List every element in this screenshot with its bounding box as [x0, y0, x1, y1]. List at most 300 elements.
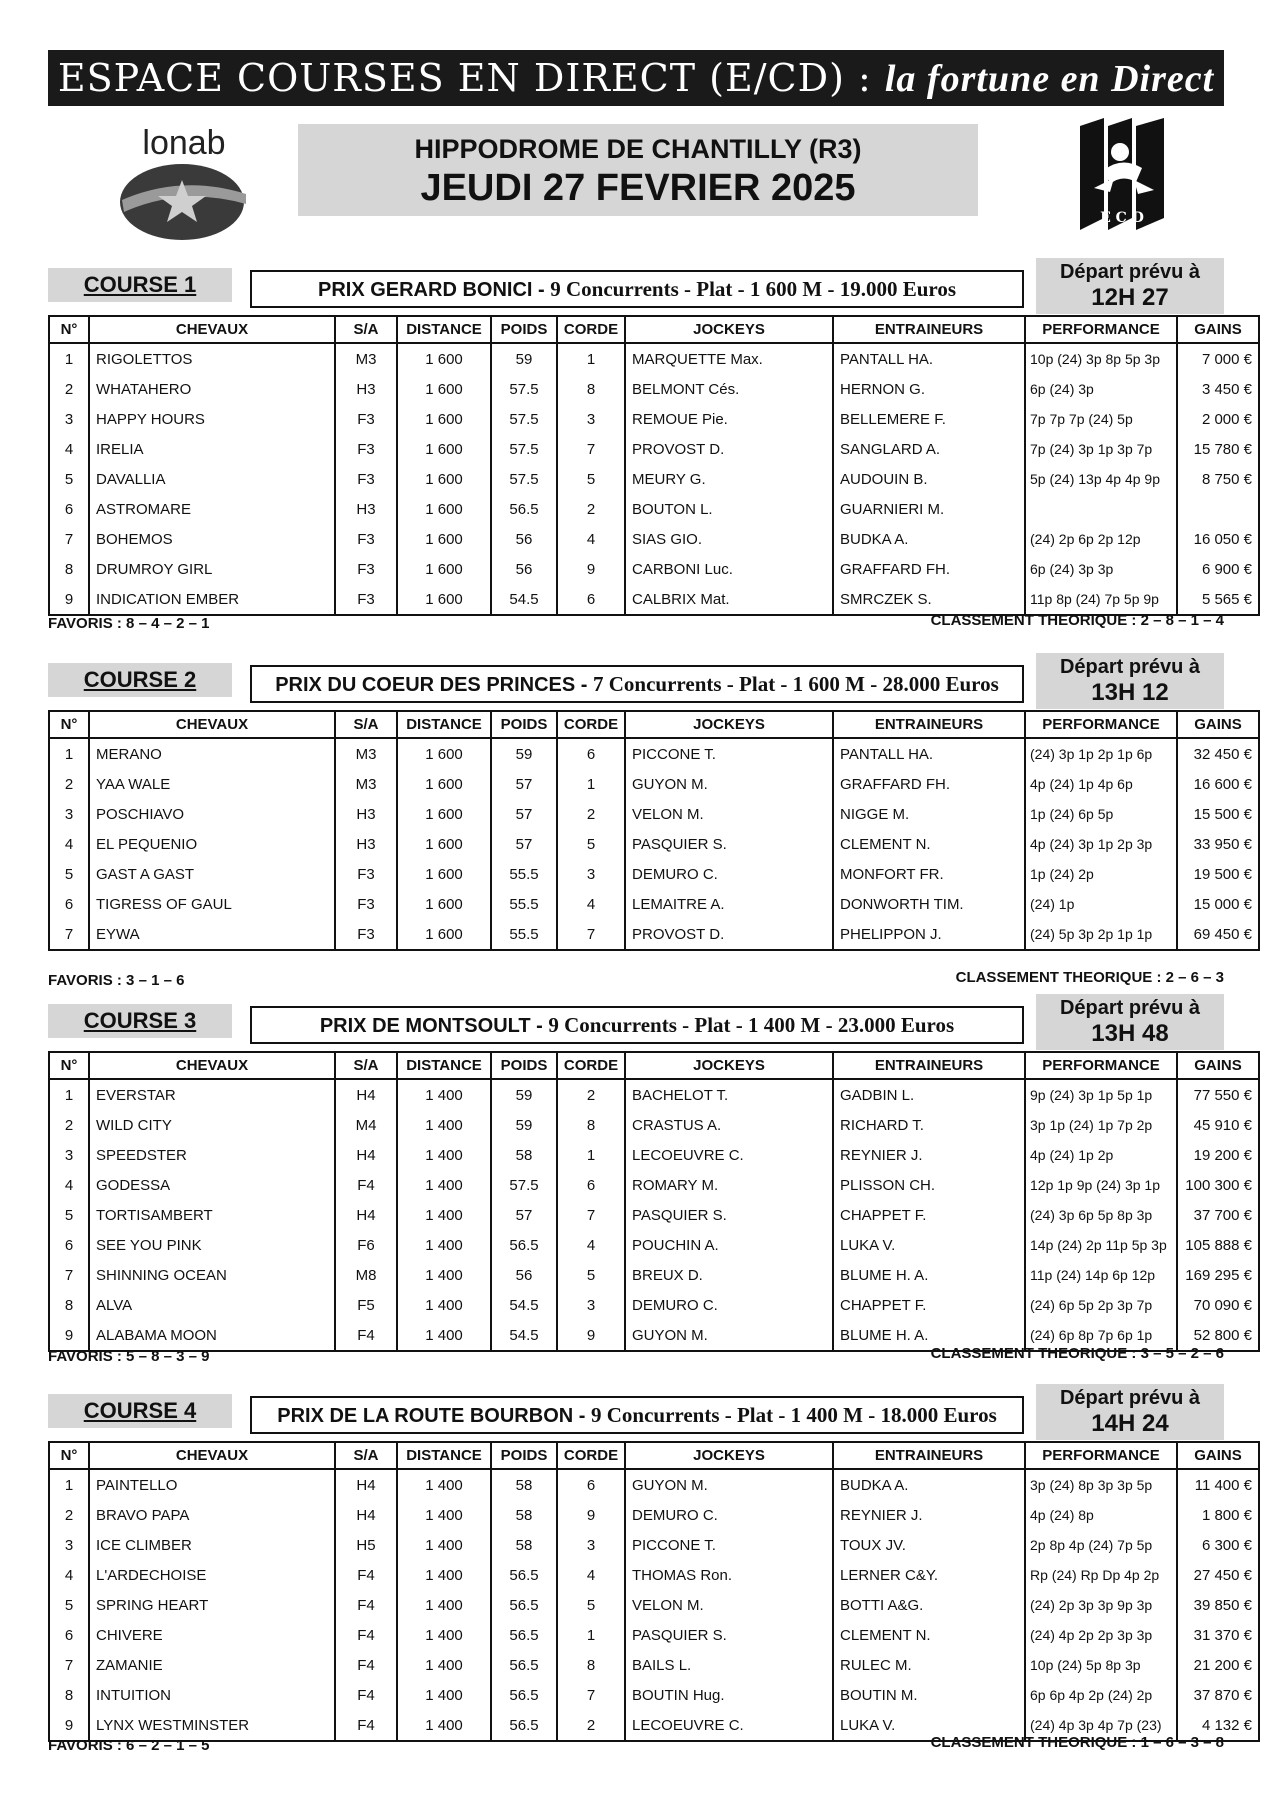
column-header: ENTRAINEURS [833, 1052, 1025, 1079]
column-header: PERFORMANCE [1025, 1442, 1177, 1469]
table-cell: (24) 6p 5p 2p 3p 7p [1025, 1290, 1177, 1320]
table-cell: 16 600 € [1177, 769, 1259, 799]
table-cell: ALVA [89, 1290, 335, 1320]
hippodrome-name: HIPPODROME DE CHANTILLY (R3) [414, 134, 862, 164]
column-header: N° [49, 1442, 89, 1469]
table-cell: 57.5 [491, 434, 557, 464]
table-cell: REYNIER J. [833, 1140, 1025, 1170]
table-row [49, 1500, 1259, 1530]
classement-text: CLASSEMENT THEORIQUE : 2 – 6 – 3 [955, 969, 1224, 986]
classement-text: CLASSEMENT THEORIQUE : 2 – 8 – 1 – 4 [930, 612, 1224, 629]
table-cell: 55.5 [491, 859, 557, 889]
table-cell: (24) 1p [1025, 889, 1177, 919]
table-cell: EVERSTAR [89, 1079, 335, 1110]
table-cell: 1 600 [397, 859, 491, 889]
table-cell: 1 400 [397, 1140, 491, 1170]
table-cell: 3 [49, 1530, 89, 1560]
prix-name: PRIX GERARD BONICI - [317, 279, 551, 301]
table-cell: M3 [335, 738, 397, 769]
table-cell: PICCONE T. [625, 738, 833, 769]
table-row [49, 859, 1259, 889]
table-cell: 69 450 € [1177, 919, 1259, 950]
table-row [49, 1620, 1259, 1650]
table-cell: 5 [49, 859, 89, 889]
table-cell: WHATAHERO [89, 374, 335, 404]
table-cell: (24) 2p 3p 3p 9p 3p [1025, 1590, 1177, 1620]
column-header: GAINS [1177, 1052, 1259, 1079]
table-cell: ASTROMARE [89, 494, 335, 524]
table-cell: F3 [335, 464, 397, 494]
table-cell: 56.5 [491, 1560, 557, 1590]
table-cell: 19 200 € [1177, 1140, 1259, 1170]
table-cell: 21 200 € [1177, 1650, 1259, 1680]
table-cell: DEMURO C. [625, 1290, 833, 1320]
table-cell: 1 600 [397, 494, 491, 524]
table-cell: 39 850 € [1177, 1590, 1259, 1620]
table-cell: POSCHIAVO [89, 799, 335, 829]
table-cell: F4 [335, 1320, 397, 1351]
prix-box [250, 665, 1024, 703]
table-cell: 2 [49, 1110, 89, 1140]
table-cell: GUYON M. [625, 1469, 833, 1500]
table-cell: M4 [335, 1110, 397, 1140]
table-cell: 5 565 € [1177, 584, 1259, 615]
table-cell: 58 [491, 1469, 557, 1500]
course-label [48, 268, 232, 302]
table-cell: 16 050 € [1177, 524, 1259, 554]
favoris-text: FAVORIS : 3 – 1 – 6 [48, 972, 185, 989]
prix-details: 9 Concurrents - Plat - 1 600 M - 19.000 Euros [550, 277, 957, 301]
table-cell: 15 000 € [1177, 889, 1259, 919]
table-cell: 1 400 [397, 1500, 491, 1530]
table-cell: 1 400 [397, 1320, 491, 1351]
table-cell: 1 600 [397, 404, 491, 434]
table-cell: 1 400 [397, 1680, 491, 1710]
column-header: CORDE [557, 711, 625, 738]
prix-details: 9 Concurrents - Plat - 1 400 M - 18.000 Euros [590, 1403, 997, 1427]
classement-text: CLASSEMENT THEORIQUE : 3 – 5 – 2 – 6 [930, 1345, 1224, 1362]
table-cell: 2 [557, 494, 625, 524]
table-cell: 9 [49, 584, 89, 615]
table-cell: REYNIER J. [833, 1500, 1025, 1530]
table-cell: BLUME H. A. [833, 1320, 1025, 1351]
table-cell: CRASTUS A. [625, 1110, 833, 1140]
table-cell: 8 [557, 1650, 625, 1680]
table-cell: 27 450 € [1177, 1560, 1259, 1590]
table-cell: M3 [335, 769, 397, 799]
table-cell: 6p (24) 3p 3p [1025, 554, 1177, 584]
table-header-row [49, 711, 1259, 738]
table-cell: NIGGE M. [833, 799, 1025, 829]
table-cell: BAILS L. [625, 1650, 833, 1680]
table-cell: 9 [557, 1500, 625, 1530]
column-header: POIDS [491, 1052, 557, 1079]
table-cell: 7 [49, 524, 89, 554]
table-cell: 6p 6p 4p 2p (24) 2p [1025, 1680, 1177, 1710]
table-cell: (24) 3p 6p 5p 8p 3p [1025, 1200, 1177, 1230]
table-cell: CALBRIX Mat. [625, 584, 833, 615]
table-cell: (24) 5p 3p 2p 1p 1p [1025, 919, 1177, 950]
table-cell: 1 600 [397, 434, 491, 464]
table-cell: 3 [557, 1290, 625, 1320]
table-cell: 4p (24) 1p 2p [1025, 1140, 1177, 1170]
table-cell: 59 [491, 738, 557, 769]
table-cell: PLISSON CH. [833, 1170, 1025, 1200]
table-cell: H4 [335, 1140, 397, 1170]
table-cell: PASQUIER S. [625, 829, 833, 859]
table-cell: 57.5 [491, 404, 557, 434]
table-cell: 57 [491, 769, 557, 799]
classement-text: CLASSEMENT THEORIQUE : 1 – 6 – 3 – 8 [930, 1734, 1224, 1751]
table-row [49, 738, 1259, 769]
table-cell: CHAPPET F. [833, 1200, 1025, 1230]
column-header: POIDS [491, 711, 557, 738]
table-cell: 7 [557, 434, 625, 464]
table-cell: 1 [49, 1469, 89, 1500]
table-cell: 15 780 € [1177, 434, 1259, 464]
table-cell: 1 [557, 1140, 625, 1170]
table-cell: F3 [335, 404, 397, 434]
table-cell: 1 400 [397, 1650, 491, 1680]
favoris-text: FAVORIS : 8 – 4 – 2 – 1 [48, 615, 210, 632]
table-cell: 56 [491, 524, 557, 554]
column-header: S/A [335, 1442, 397, 1469]
table-cell: 3 [557, 404, 625, 434]
lonab-logo-text: lonab [142, 124, 226, 162]
table-cell: 1 [557, 343, 625, 374]
table-row [49, 1110, 1259, 1140]
table-cell: 1 400 [397, 1200, 491, 1230]
table-cell: 7p 7p 7p (24) 5p [1025, 404, 1177, 434]
table-cell [1177, 494, 1259, 524]
table-cell: 7 [49, 1260, 89, 1290]
prix-details: 9 Concurrents - Plat - 1 400 M - 23.000 Euros [548, 1013, 955, 1037]
table-cell: 7p (24) 3p 1p 3p 7p [1025, 434, 1177, 464]
table-cell: 5 [557, 1590, 625, 1620]
course-number: COURSE 1 [83, 272, 197, 297]
table-cell: WILD CITY [89, 1110, 335, 1140]
table-cell: 32 450 € [1177, 738, 1259, 769]
table-cell: PAINTELLO [89, 1469, 335, 1500]
table-row [49, 799, 1259, 829]
column-header: CHEVAUX [89, 711, 335, 738]
prix-box [250, 1396, 1024, 1434]
banner-title: ESPACE COURSES EN DIRECT (E/CD) : [57, 56, 885, 100]
table-cell: PASQUIER S. [625, 1620, 833, 1650]
table-cell: F4 [335, 1710, 397, 1741]
table-cell: SHINNING OCEAN [89, 1260, 335, 1290]
prix-name: PRIX DE MONTSOULT - [319, 1015, 549, 1037]
table-cell: 1 800 € [1177, 1500, 1259, 1530]
table-cell: 9 [49, 1710, 89, 1741]
table-cell: (24) 6p 8p 7p 6p 1p [1025, 1320, 1177, 1351]
table-cell: 4 [557, 1230, 625, 1260]
table-cell: Rp (24) Rp Dp 4p 2p [1025, 1560, 1177, 1590]
table-row [49, 1170, 1259, 1200]
table-cell: 45 910 € [1177, 1110, 1259, 1140]
table-cell: 1 400 [397, 1620, 491, 1650]
table-cell: 2 [557, 1079, 625, 1110]
table-cell: 7 [49, 919, 89, 950]
table-cell: 1 [557, 1620, 625, 1650]
runners-table [48, 710, 1260, 951]
table-row [49, 829, 1259, 859]
table-cell: 4p (24) 8p [1025, 1500, 1177, 1530]
table-cell: SMRCZEK S. [833, 584, 1025, 615]
table-cell: F3 [335, 584, 397, 615]
table-cell: GRAFFARD FH. [833, 554, 1025, 584]
table-cell: H5 [335, 1530, 397, 1560]
table-cell: 19 500 € [1177, 859, 1259, 889]
table-cell: EYWA [89, 919, 335, 950]
course-label [48, 663, 232, 697]
table-cell: 1 600 [397, 919, 491, 950]
table-cell: PANTALL HA. [833, 738, 1025, 769]
table-cell: CLEMENT N. [833, 1620, 1025, 1650]
table-row [49, 464, 1259, 494]
prix-box [250, 1006, 1024, 1044]
column-header: JOCKEYS [625, 1052, 833, 1079]
table-cell: F3 [335, 554, 397, 584]
table-cell: BOTTI A&G. [833, 1590, 1025, 1620]
column-header: PERFORMANCE [1025, 1052, 1177, 1079]
table-cell: 6 [49, 889, 89, 919]
table-cell: DRUMROY GIRL [89, 554, 335, 584]
table-cell: THOMAS Ron. [625, 1560, 833, 1590]
table-cell: 3 [49, 1140, 89, 1170]
table-cell: 4 [49, 434, 89, 464]
table-cell: F3 [335, 434, 397, 464]
table-cell: 58 [491, 1500, 557, 1530]
column-header: N° [49, 1052, 89, 1079]
table-cell: 55.5 [491, 919, 557, 950]
runners-table [48, 1441, 1260, 1742]
table-cell: 1 600 [397, 584, 491, 615]
course-number: COURSE 3 [83, 1008, 197, 1033]
table-cell: DAVALLIA [89, 464, 335, 494]
table-cell: 2 [49, 1500, 89, 1530]
table-cell: 4p (24) 1p 4p 6p [1025, 769, 1177, 799]
table-cell: RULEC M. [833, 1650, 1025, 1680]
table-cell: DEMURO C. [625, 859, 833, 889]
depart-label: Départ prévu à [1059, 997, 1201, 1019]
table-row [49, 374, 1259, 404]
table-cell: BOUTIN Hug. [625, 1680, 833, 1710]
table-cell: H4 [335, 1469, 397, 1500]
table-row [49, 919, 1259, 950]
table-cell: LYNX WESTMINSTER [89, 1710, 335, 1741]
table-cell: GODESSA [89, 1170, 335, 1200]
table-cell: GUARNIERI M. [833, 494, 1025, 524]
table-cell: (24) 4p 2p 2p 3p 3p [1025, 1620, 1177, 1650]
lonab-logo [118, 122, 250, 244]
table-cell: 9 [49, 1320, 89, 1351]
table-cell: INDICATION EMBER [89, 584, 335, 615]
table-cell: 1 600 [397, 374, 491, 404]
table-cell: TIGRESS OF GAUL [89, 889, 335, 919]
table-cell: ICE CLIMBER [89, 1530, 335, 1560]
column-header: POIDS [491, 316, 557, 343]
table-cell: H4 [335, 1500, 397, 1530]
table-cell: 1p (24) 2p [1025, 859, 1177, 889]
table-cell: 1 600 [397, 554, 491, 584]
table-cell: 57.5 [491, 374, 557, 404]
table-cell: GUYON M. [625, 769, 833, 799]
table-cell: EL PEQUENIO [89, 829, 335, 859]
table-cell: LECOEUVRE C. [625, 1140, 833, 1170]
table-row [49, 1230, 1259, 1260]
table-cell: ROMARY M. [625, 1170, 833, 1200]
table-cell [1025, 494, 1177, 524]
table-cell: DEMURO C. [625, 1500, 833, 1530]
table-cell: 57.5 [491, 464, 557, 494]
prix-details: 7 Concurrents - Plat - 1 600 M - 28.000 Euros [593, 672, 999, 696]
column-header: CORDE [557, 1052, 625, 1079]
course-label [48, 1004, 232, 1038]
runners-table [48, 315, 1260, 616]
table-cell: F4 [335, 1620, 397, 1650]
table-cell: VELON M. [625, 1590, 833, 1620]
table-cell: 6 [557, 738, 625, 769]
title-banner [48, 50, 1224, 106]
table-row [49, 434, 1259, 464]
table-row [49, 554, 1259, 584]
table-cell: F4 [335, 1590, 397, 1620]
table-cell: SPRING HEART [89, 1590, 335, 1620]
table-cell: HERNON G. [833, 374, 1025, 404]
table-cell: LECOEUVRE C. [625, 1710, 833, 1741]
race-date: JEUDI 27 FEVRIER 2025 [420, 167, 856, 209]
table-cell: 6 [49, 1620, 89, 1650]
table-cell: 100 300 € [1177, 1170, 1259, 1200]
table-cell: L'ARDECHOISE [89, 1560, 335, 1590]
table-cell: 59 [491, 343, 557, 374]
table-cell: MERANO [89, 738, 335, 769]
depart-label: Départ prévu à [1059, 656, 1201, 678]
table-cell: 1 600 [397, 524, 491, 554]
table-cell: 1 400 [397, 1530, 491, 1560]
table-cell: 14p (24) 2p 11p 5p 3p [1025, 1230, 1177, 1260]
table-cell: MONFORT FR. [833, 859, 1025, 889]
column-header: S/A [335, 316, 397, 343]
table-cell: 11p 8p (24) 7p 5p 9p [1025, 584, 1177, 615]
table-row [49, 889, 1259, 919]
table-row [49, 1290, 1259, 1320]
table-cell: 56.5 [491, 1710, 557, 1741]
course-number: COURSE 4 [83, 1398, 197, 1423]
column-header: GAINS [1177, 1442, 1259, 1469]
table-cell: 3p (24) 8p 3p 3p 5p [1025, 1469, 1177, 1500]
table-cell: 54.5 [491, 1290, 557, 1320]
banner-tagline: la fortune en Direct [884, 58, 1215, 100]
table-cell: H3 [335, 374, 397, 404]
table-row [49, 1650, 1259, 1680]
table-cell: 9p (24) 3p 1p 5p 1p [1025, 1079, 1177, 1110]
table-cell: 1 400 [397, 1590, 491, 1620]
table-cell: GUYON M. [625, 1320, 833, 1351]
column-header: JOCKEYS [625, 711, 833, 738]
prix-box [250, 270, 1024, 308]
table-cell: 1 [49, 1079, 89, 1110]
table-cell: 56.5 [491, 1590, 557, 1620]
table-cell: 56.5 [491, 1650, 557, 1680]
table-cell: 10p (24) 5p 8p 3p [1025, 1650, 1177, 1680]
column-header: DISTANCE [397, 316, 491, 343]
table-cell: 6 300 € [1177, 1530, 1259, 1560]
table-cell: 1 400 [397, 1170, 491, 1200]
table-cell: 7 [557, 919, 625, 950]
table-cell: F3 [335, 859, 397, 889]
table-cell: PICCONE T. [625, 1530, 833, 1560]
table-cell: 5 [557, 829, 625, 859]
table-cell: PASQUIER S. [625, 1200, 833, 1230]
table-cell: 6 900 € [1177, 554, 1259, 584]
depart-time: 12H 27 [1091, 284, 1169, 311]
table-row [49, 1469, 1259, 1500]
hippodrome-header [298, 124, 978, 216]
table-cell: H4 [335, 1200, 397, 1230]
table-cell: ZAMANIE [89, 1650, 335, 1680]
table-cell: 7 [557, 1680, 625, 1710]
table-cell: 8 [49, 1290, 89, 1320]
table-cell: 56.5 [491, 1230, 557, 1260]
table-cell: SEE YOU PINK [89, 1230, 335, 1260]
table-cell: 77 550 € [1177, 1079, 1259, 1110]
table-cell: CARBONI Luc. [625, 554, 833, 584]
table-cell: 1 400 [397, 1469, 491, 1500]
table-cell: 5 [49, 464, 89, 494]
table-cell: 4 [49, 1170, 89, 1200]
course-label [48, 1394, 232, 1428]
table-cell: LERNER C&Y. [833, 1560, 1025, 1590]
table-cell: 1 400 [397, 1110, 491, 1140]
table-cell: CHAPPET F. [833, 1290, 1025, 1320]
table-cell: YAA WALE [89, 769, 335, 799]
table-cell: M8 [335, 1260, 397, 1290]
table-cell: 7 000 € [1177, 343, 1259, 374]
table-cell: 56.5 [491, 1620, 557, 1650]
table-cell: 105 888 € [1177, 1230, 1259, 1260]
table-row [49, 1590, 1259, 1620]
table-cell: BOUTON L. [625, 494, 833, 524]
table-cell: F4 [335, 1680, 397, 1710]
table-cell: 11 400 € [1177, 1469, 1259, 1500]
column-header: PERFORMANCE [1025, 316, 1177, 343]
table-cell: 56 [491, 1260, 557, 1290]
column-header: S/A [335, 1052, 397, 1079]
table-cell: 1 600 [397, 738, 491, 769]
table-cell: INTUITION [89, 1680, 335, 1710]
table-cell: 3 [557, 1530, 625, 1560]
table-cell: 2 [49, 769, 89, 799]
table-cell: F5 [335, 1290, 397, 1320]
table-cell: DONWORTH TIM. [833, 889, 1025, 919]
table-cell: H3 [335, 494, 397, 524]
prix-name: PRIX DU COEUR DES PRINCES - [275, 674, 594, 696]
table-cell: 1 400 [397, 1290, 491, 1320]
table-cell: 1 600 [397, 464, 491, 494]
table-cell: 3p 1p (24) 1p 7p 2p [1025, 1110, 1177, 1140]
table-cell: 4p (24) 3p 1p 2p 3p [1025, 829, 1177, 859]
depart-box [1036, 653, 1224, 709]
table-header-row [49, 1052, 1259, 1079]
table-cell: 56.5 [491, 1680, 557, 1710]
table-cell: 37 700 € [1177, 1200, 1259, 1230]
table-cell: F4 [335, 1170, 397, 1200]
depart-time: 13H 48 [1091, 1020, 1169, 1047]
table-cell: 57 [491, 1200, 557, 1230]
table-cell: 58 [491, 1140, 557, 1170]
